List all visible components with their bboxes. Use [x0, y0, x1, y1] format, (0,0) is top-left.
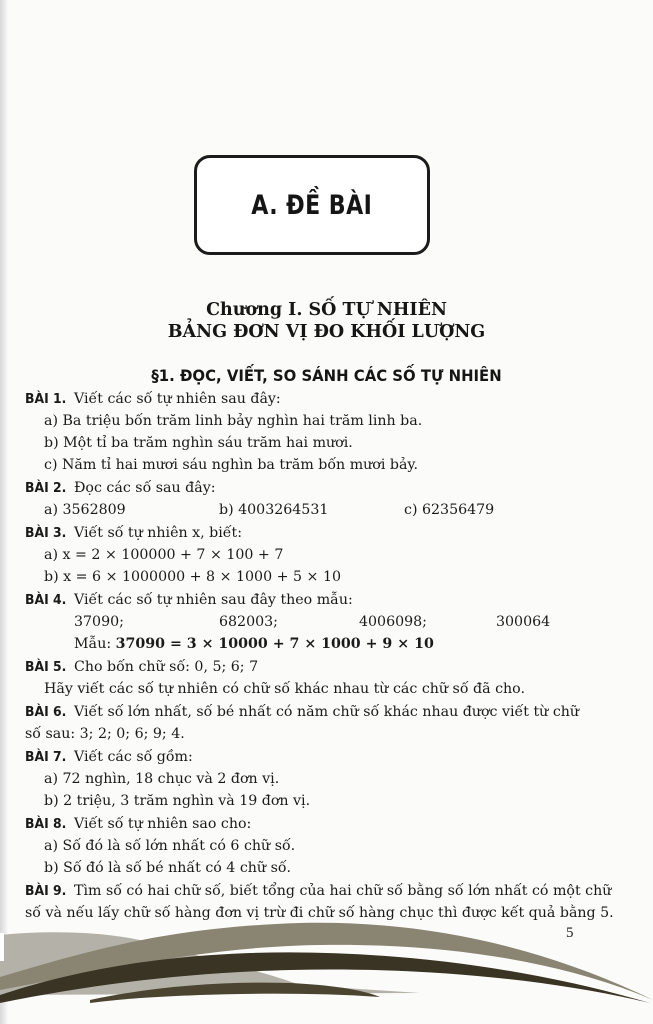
chapter-subtitle: BẢNG ĐƠN VỊ ĐO KHỐI LƯỢNG: [167, 322, 486, 342]
exercise-prompt: Viết các số tự nhiên sau đây theo mẫu:: [73, 592, 353, 608]
exercise-prompt: Đọc các số sau đây:: [73, 480, 216, 496]
exercise-8: [25, 813, 630, 835]
exercise-item: a) Ba triệu bốn trăm linh bảy nghìn hai trăm linh ba.: [44, 413, 423, 429]
sample-expression: 37090 = 3 × 10000 + 7 × 1000 + 9 × 10: [115, 636, 434, 652]
exercise-item: b) x = 6 × 1000000 + 8 × 1000 + 5 × 10: [44, 569, 341, 585]
exercise-prompt: Viết các số tự nhiên sau đây:: [73, 391, 281, 407]
exercise-label: BÀI 3.: [25, 525, 67, 541]
exercise-prompt: Viết số tự nhiên x, biết:: [73, 525, 242, 541]
chapter-title: Chương I. SỐ TỰ NHIÊN: [206, 300, 447, 320]
exercise-9: [25, 880, 630, 902]
exercise-item: a) Số đó là số lớn nhất có 6 chữ số.: [44, 838, 296, 854]
exercise-prompt: Cho bốn chữ số: 0, 5; 6; 7: [73, 659, 259, 675]
exercise-number: 300064: [496, 614, 551, 630]
exercise-number: 4006098;: [359, 614, 427, 630]
page-edge-shadow: [0, 0, 8, 1024]
exercise-label: BÀI 2.: [25, 480, 67, 496]
exercise-label: BÀI 6.: [25, 704, 67, 720]
exercise-5: [25, 656, 630, 678]
exercise-continuation: số sau: 3; 2; 0; 6; 9; 4.: [25, 726, 185, 742]
exercise-list: [25, 388, 630, 924]
exercise-item: a) x = 2 × 100000 + 7 × 100 + 7: [44, 547, 284, 563]
exercise-item-row: [25, 499, 630, 521]
exercise-prompt: Viết các số gồm:: [73, 749, 193, 765]
exercise-prompt: Tìm số có hai chữ số, biết tổng của hai chữ số bằng số lớn nhất có một chữ: [73, 883, 612, 899]
exercise-7: [25, 746, 630, 768]
exercise-label: BÀI 5.: [25, 659, 67, 675]
exercise-item: a) 3562809: [44, 502, 126, 518]
exercise-label: BÀI 4.: [25, 592, 67, 608]
exercise-4: [25, 589, 630, 611]
exercise-label: BÀI 9.: [25, 883, 67, 899]
exercise-label: BÀI 1.: [25, 391, 67, 407]
exercise-item: c) 62356479: [404, 502, 495, 518]
exercise-item: b) 2 triệu, 3 trăm nghìn và 19 đơn vị.: [44, 793, 311, 809]
exercise-1: [25, 388, 630, 410]
exercise-item: a) 72 nghìn, 18 chục và 2 đơn vị.: [44, 771, 280, 787]
exercise-label: BÀI 8.: [25, 816, 67, 832]
exercise-item: b) Một tỉ ba trăm nghìn sáu trăm hai mươi.: [44, 435, 353, 451]
exercise-sample: [25, 633, 630, 655]
exercise-prompt: Viết số lớn nhất, số bé nhất có năm chữ số khác nhau được viết từ chữ: [73, 704, 580, 720]
section-heading: §1. ĐỌC, VIẾT, SO SÁNH CÁC SỐ TỰ NHIÊN: [151, 366, 502, 385]
exercise-item: b) 4003264531: [219, 502, 329, 518]
page-number: 5: [566, 925, 574, 941]
exercise-item: Hãy viết các số tự nhiên có chữ số khác nhau từ các chữ số đã cho.: [44, 681, 525, 697]
exercise-label: BÀI 7.: [25, 749, 67, 765]
exercise-6: [25, 701, 630, 723]
exercise-number-row: [25, 611, 630, 633]
sample-label: Mẫu:: [74, 636, 112, 652]
exercise-2: [25, 477, 630, 499]
footer-swoosh-decoration: [0, 915, 653, 1010]
exercise-number: 37090;: [74, 614, 124, 630]
exercise-prompt: Viết số tự nhiên sao cho:: [73, 816, 252, 832]
exercise-number: 682003;: [219, 614, 278, 630]
exercise-item: b) Số đó là số bé nhất có 4 chữ số.: [44, 860, 292, 876]
title-box-text: A. ĐỀ BÀI: [251, 189, 373, 221]
exercise-3: [25, 522, 630, 544]
exercise-continuation: số và nếu lấy chữ số hàng đơn vị trừ đi chữ số hàng chục thì được kết quả bằng 5.: [25, 905, 614, 921]
title-box: [194, 155, 430, 255]
exercise-item: c) Năm tỉ hai mươi sáu nghìn ba trăm bốn mươi bảy.: [44, 457, 419, 473]
